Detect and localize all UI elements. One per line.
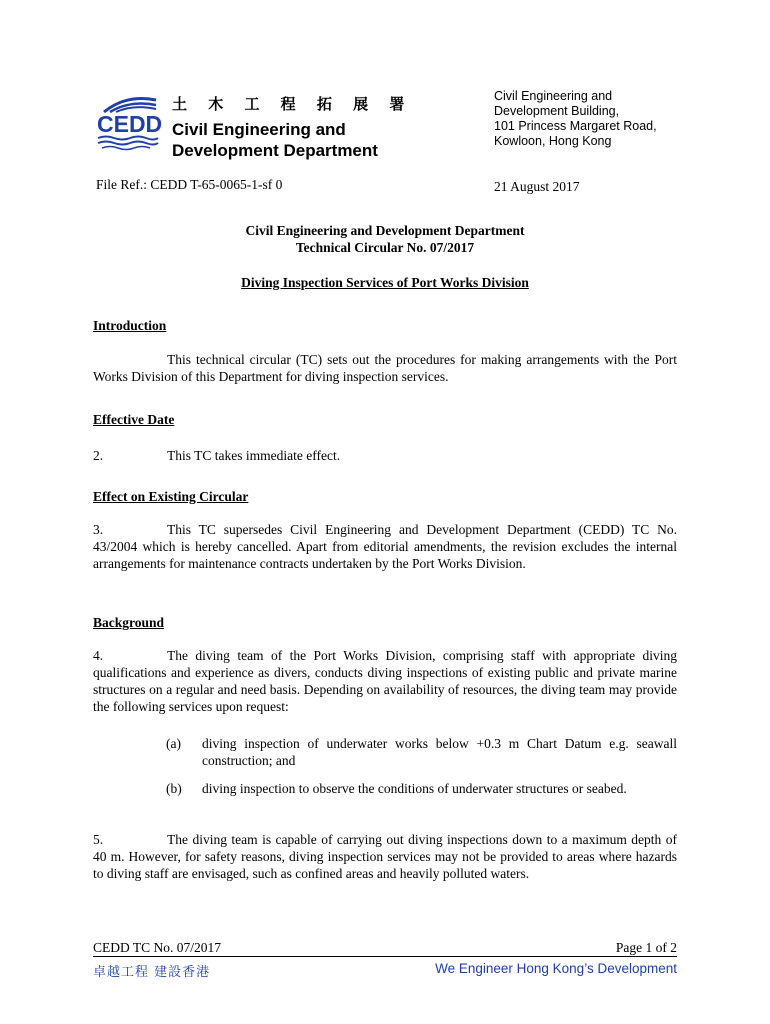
paragraph-text: This TC supersedes Civil Engineering and Development Department (CEDD) TC No. 43/2004 which is hereby cancelled. Apart from editorial amendments, the revision excludes the internal arrangements for maintenance contracts undertaken by the Port Works Division.	[93, 522, 677, 571]
list-item-label: (b)	[166, 781, 182, 796]
footer-motto-english: We Engineer Hong Kong’s Development	[435, 961, 677, 976]
heading-introduction: Introduction	[93, 318, 167, 333]
heading-effective-date: Effective Date	[93, 412, 175, 427]
address-line: 101 Princess Margaret Road,	[494, 119, 657, 133]
cedd-logo	[96, 92, 162, 152]
address-line: Civil Engineering and	[494, 89, 613, 103]
department-name-line2: Development Department	[172, 141, 378, 160]
footer-page-number: Page 1 of 2	[615, 940, 677, 955]
footer-divider	[93, 956, 677, 957]
file-reference: File Ref.: CEDD T-65-0065-1-sf 0	[96, 177, 283, 192]
address-line: Development Building,	[494, 104, 620, 118]
list-item-b	[166, 780, 677, 797]
cedd-logo-graphic	[96, 92, 162, 152]
address-line: Kowloon, Hong Kong	[494, 134, 612, 148]
logo-text: CEDD	[97, 111, 162, 137]
list-item-text: diving inspection to observe the conditions of underwater structures or seabed.	[202, 781, 627, 796]
paragraph-number: 4.	[93, 648, 104, 663]
paragraph-number: 2.	[93, 448, 104, 463]
paragraph-5	[93, 831, 677, 882]
paragraph-4	[93, 647, 677, 715]
list-item-text: diving inspection of underwater works below +0.3 m Chart Datum e.g. seawall construction; and	[202, 736, 677, 768]
address-block	[494, 89, 657, 149]
department-name-line1: Civil Engineering and	[172, 120, 346, 139]
paragraph-number: 3.	[93, 522, 104, 537]
heading-effect-on-existing-circular: Effect on Existing Circular	[93, 489, 249, 504]
footer-motto-chinese: 卓越工程 建設香港	[93, 965, 211, 980]
circular-title-line1: Civil Engineering and Development Department	[245, 223, 525, 238]
paragraph-number: 5.	[93, 832, 104, 847]
list-item-label: (a)	[166, 736, 181, 751]
paragraph-text: The diving team is capable of carrying out diving inspections down to a maximum depth of 40 m. However, for safety reasons, diving inspection services may not be provided to areas where hazards to diving staff are envisaged, such as confined areas and heavily polluted waters.	[93, 832, 677, 881]
paragraph-text: This TC takes immediate effect.	[167, 448, 341, 463]
department-chinese-name: 土 木 工 程 拓 展 署	[172, 95, 413, 113]
circular-title-line2: Technical Circular No. 07/2017	[295, 240, 475, 255]
footer-circular-reference: CEDD TC No. 07/2017	[93, 940, 222, 955]
list-item-a	[166, 735, 677, 769]
paragraph-3	[93, 521, 677, 572]
paragraph-introduction: This technical circular (TC) sets out the procedures for making arrangements with the Port Works Division of this Department for diving inspection services.	[93, 352, 677, 384]
heading-background: Background	[93, 615, 165, 630]
paragraph-text: The diving team of the Port Works Division, comprising staff with appropriate diving qualifications and experience as divers, conducts diving inspections of existing public and private marine structures on a regular and need basis. Depending on availability of resources, the diving team may provide the following services upon request:	[93, 648, 677, 714]
paragraph-2	[93, 447, 677, 464]
issue-date: 21 August 2017	[494, 179, 580, 194]
circular-subject: Diving Inspection Services of Port Works Division	[241, 275, 529, 290]
